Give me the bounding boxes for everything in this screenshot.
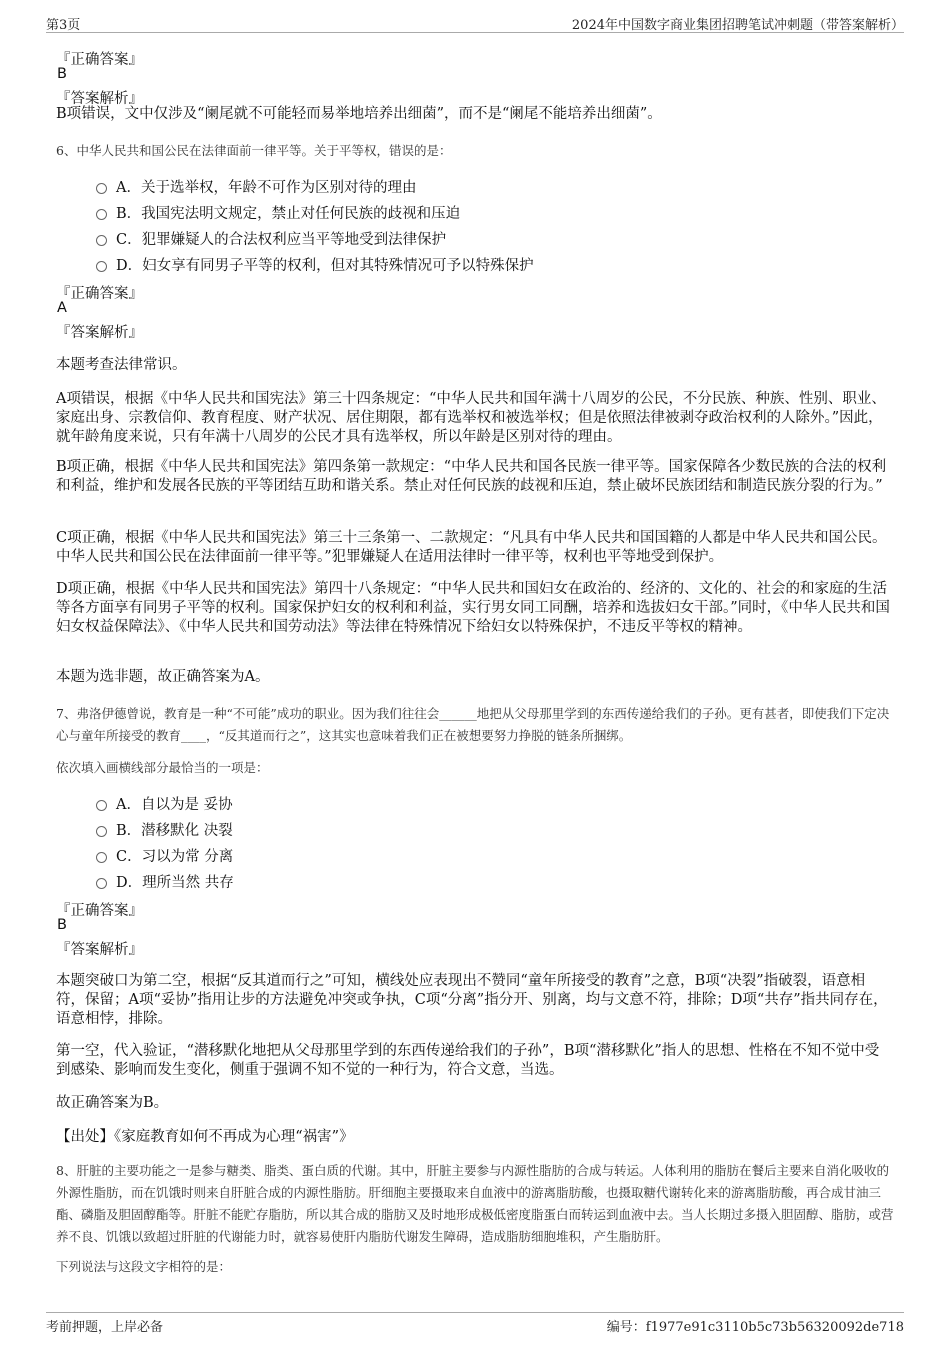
analysis-paragraph: 本题考查法律常识。	[56, 357, 187, 373]
footer-slogan: 考前押题，上岸必备	[46, 1320, 164, 1335]
question-stem: 8、肝脏的主要功能之一是参与糖类、脂类、蛋白质的代谢。其中，肝脏主要参与内源性脂肪的合成与转运。人体利用的脂肪在餐后主要来自消化吸收的外源性脂肪，而在饥饿时则来自肝脏合成的内源性脂肪。肝细胞主要摄取来自血液中的游离脂肪酸，也摄取糖代谢转化来的游离脂肪酸，再合成甘油三酯、磷脂及胆固醇酯等。肝脏不能贮存脂肪，所以其合成的脂肪又及时地形成极低密度脂蛋白而转运到血液中去。当人长期过多摄入胆固醇、脂肪，或营养不良、饥饿以致超过肝脏的代谢能力时，就容易使肝内脂肪代谢发生障碍，造成脂肪细胞堆积，产生脂肪肝。	[56, 1163, 894, 1244]
option-c[interactable]: C．习以为常 分离	[96, 845, 233, 866]
analysis-paragraph: C项正确，根据《中华人民共和国宪法》第三十三条第一、二款规定：“凡具有中华人民共和国国籍的人都是中华人民共和国公民。中华人民共和国公民在法律面前一律平等。”犯罪嫌疑人在适用法律时一律平等，权利也平等地受到保护。	[56, 530, 887, 565]
option-d[interactable]: D．理所当然 共存	[96, 871, 234, 892]
question-prompt: 依次填入画横线部分最恰当的一项是：	[56, 760, 269, 775]
answer-label: 『正确答案』	[56, 286, 143, 302]
option-a[interactable]: A．关于选举权，年龄不可作为区别对待的理由	[96, 176, 416, 197]
radio-icon[interactable]	[96, 826, 107, 837]
answer-value: A	[57, 300, 67, 316]
answer-label: 『正确答案』	[56, 903, 143, 919]
radio-icon[interactable]	[96, 235, 107, 246]
radio-icon[interactable]	[96, 183, 107, 194]
analysis-paragraph: 本题为选非题，故正确答案为A。	[56, 669, 270, 685]
option-b[interactable]: B．我国宪法明文规定，禁止对任何民族的歧视和压迫	[96, 202, 460, 223]
option-d[interactable]: D．妇女享有同男子平等的权利，但对其特殊情况可予以特殊保护	[96, 254, 534, 275]
analysis-paragraph: A项错误，根据《中华人民共和国宪法》第三十四条规定：“中华人民共和国年满十八周岁的公民，不分民族、种族、性别、职业、家庭出身、宗教信仰、教育程度、财产状况、居住期限，都有选举权和被选举权；但是依照法律被剥夺政治权利的人除外。”因此，就年龄角度来说，只有年满十八周岁的公民才具有选举权，所以年龄是区别对待的理由。	[56, 391, 886, 445]
answer-label: 『正确答案』	[56, 52, 143, 68]
analysis-paragraph: D项正确，根据《中华人民共和国宪法》第四十八条规定：“中华人民共和国妇女在政治的、经济的、文化的、社会的和家庭的生活等各方面享有同男子平等的权利。国家保护妇女的权利和利益，实行男女同工同酬，培养和选拔妇女干部。”同时，《中华人民共和国妇女权益保障法》、《中华人民共和国劳动法》等法律在特殊情况下给妇女以特殊保护，不违反平等权的精神。	[56, 581, 890, 635]
page-footer	[46, 1312, 904, 1335]
analysis-label: 『答案解析』	[56, 942, 143, 958]
analysis-paragraph: B项正确，根据《中华人民共和国宪法》第四条第一款规定：“中华人民共和国各民族一律平等。国家保障各少数民族的合法的权利和利益，维护和发展各民族的平等团结互助和谐关系。禁止对任何民族的歧视和压迫，禁止破坏民族团结和制造民族分裂的行为。”	[56, 459, 887, 494]
answer-value: B	[57, 66, 67, 82]
analysis-label: 『答案解析』	[56, 91, 143, 107]
question-stem: 6、中华人民共和国公民在法律面前一律平等。关于平等权，错误的是：	[56, 143, 452, 158]
analysis-paragraph: 本题突破口为第二空，根据“反其道而行之”可知，横线处应表现出不赞同“童年所接受的教育”之意，B项“决裂”指破裂，语意相符，保留；A项“妥协”指用让步的方法避免冲突或争执，C项“分离”指分开、别离，均与文意不符，排除；D项“共存”指共同存在，语意相悖，排除。	[56, 973, 888, 1027]
analysis-paragraph: 故正确答案为B。	[56, 1095, 169, 1111]
document-id: 编号：f1977e91c3110b5c73b56320092de718	[606, 1320, 904, 1335]
radio-icon[interactable]	[96, 800, 107, 811]
option-a[interactable]: A．自以为是 妥协	[96, 793, 233, 814]
radio-icon[interactable]	[96, 209, 107, 220]
radio-icon[interactable]	[96, 852, 107, 863]
question-prompt: 下列说法与这段文字相符的是：	[56, 1259, 232, 1274]
page-header	[46, 12, 904, 33]
analysis-paragraph: 第一空，代入验证，“潜移默化地把从父母那里学到的东西传递给我们的子孙”，B项“潜移默化”指人的思想、性格在不知不觉中受到感染、影响而发生变化，侧重于强调不知不觉的一种行为，符合文意，当选。	[56, 1043, 880, 1078]
answer-value: B	[57, 917, 67, 933]
option-c[interactable]: C．犯罪嫌疑人的合法权利应当平等地受到法律保护	[96, 228, 446, 249]
analysis-label: 『答案解析』	[56, 325, 143, 341]
page-number: 第3页	[46, 18, 81, 33]
document-title: 2024年中国数字商业集团招聘笔试冲刺题（带答案解析）	[571, 18, 904, 33]
source-citation: 【出处】《家庭教育如何不再成为心理“祸害”》	[56, 1129, 354, 1145]
radio-icon[interactable]	[96, 878, 107, 889]
analysis-text: B项错误，文中仅涉及“阑尾就不可能轻而易举地培养出细菌”，而不是“阑尾不能培养出细菌”。	[56, 106, 662, 122]
option-b[interactable]: B．潜移默化 决裂	[96, 819, 233, 840]
radio-icon[interactable]	[96, 261, 107, 272]
question-stem: 7、弗洛伊德曾说，教育是一种“不可能”成功的职业。因为我们往往会______地把从父母那里学到的东西传递给我们的子孙。更有甚者，即使我们下定决心与童年所接受的教育____，“反其道而行之”，这其实也意味着我们正在被想要努力挣脱的链条所捆绑。	[56, 706, 890, 743]
